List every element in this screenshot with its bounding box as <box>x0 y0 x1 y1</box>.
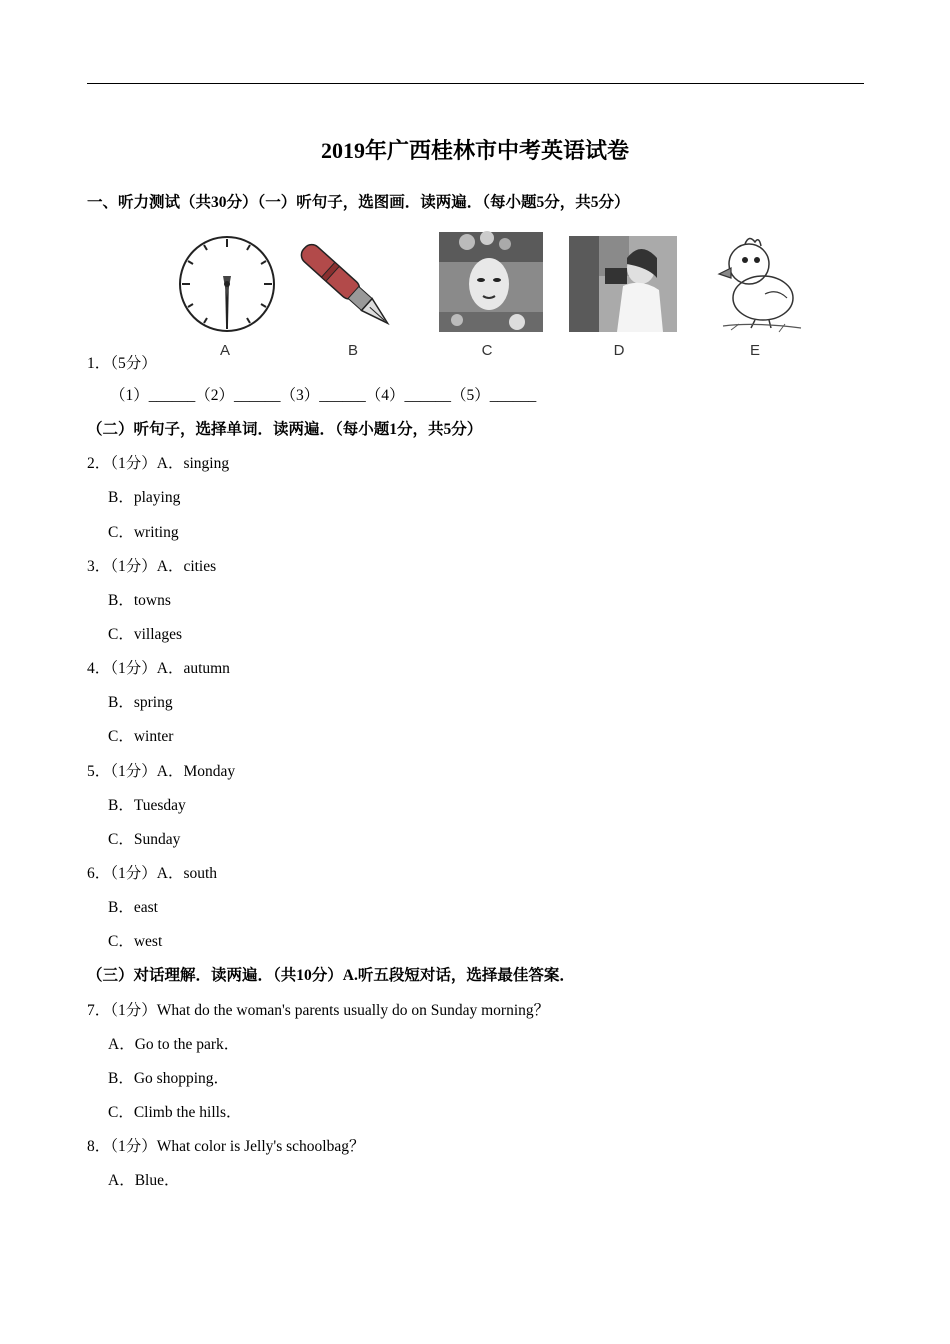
header-rule <box>87 83 864 84</box>
picture-label-e: E <box>749 342 760 359</box>
q3-option-c[interactable]: C．villages <box>108 626 183 643</box>
picture-b <box>293 228 413 368</box>
section1-heading: 一、听力测试（共30分）（一）听句子，选图画．读两遍．（每小题5分，共5分） <box>87 194 630 211</box>
q6-option-b[interactable]: B．east <box>108 899 158 916</box>
picture-label-d: D <box>613 342 625 359</box>
q3-option-b[interactable]: B．towns <box>108 592 171 609</box>
picture-row <box>165 228 815 368</box>
picture-c <box>427 228 547 368</box>
pen-icon <box>293 228 413 340</box>
picture-d <box>559 228 679 368</box>
page-title: 2019年广西桂林市中考英语试卷 <box>320 138 629 163</box>
picture-label-a: A <box>219 342 230 359</box>
q2-option-c[interactable]: C．writing <box>108 524 179 541</box>
picture-label-c: C <box>481 342 493 359</box>
q3-stem[interactable]: 3．（1分）A．cities <box>87 558 217 575</box>
section2-heading: （二）听句子，选择单词．读两遍．（每小题1分，共5分） <box>87 421 483 438</box>
picture-e <box>695 228 815 368</box>
q7-option-a[interactable]: A．Go to the park． <box>108 1036 240 1053</box>
q4-option-c[interactable]: C．winter <box>108 728 174 745</box>
q6-option-c[interactable]: C．west <box>108 933 163 950</box>
q5-option-c[interactable]: C．Sunday <box>108 831 181 848</box>
girl-photo <box>559 228 679 340</box>
q6-stem[interactable]: 6．（1分）A．south <box>87 865 218 882</box>
q8-stem: 8．（1分）What color is Jelly's schoolbag？ <box>87 1138 365 1155</box>
picture-a <box>165 228 285 368</box>
q7-stem: 7．（1分）What do the woman's parents usually do on Sunday morning？ <box>87 1002 550 1019</box>
q1-stem: 1．（5分） <box>87 355 157 372</box>
opera-face-photo <box>427 228 547 340</box>
q2-stem[interactable]: 2．（1分）A．singing <box>87 455 230 472</box>
q7-option-b[interactable]: B．Go shopping． <box>108 1070 229 1087</box>
q5-stem[interactable]: 5．（1分）A．Monday <box>87 763 236 780</box>
q4-option-b[interactable]: B．spring <box>108 694 173 711</box>
q7-option-c[interactable]: C．Climb the hills． <box>108 1104 242 1121</box>
q4-stem[interactable]: 4．（1分）A．autumn <box>87 660 230 677</box>
clock-icon <box>165 228 285 340</box>
q8-option-a[interactable]: A．Blue． <box>108 1172 180 1189</box>
section3-heading: （三）对话理解．读两遍．（共10分）A.听五段短对话，选择最佳答案． <box>87 967 575 984</box>
q5-option-b[interactable]: B．Tuesday <box>108 797 186 814</box>
q2-option-b[interactable]: B．playing <box>108 489 181 506</box>
chick-icon <box>695 228 815 340</box>
picture-label-b: B <box>347 342 358 359</box>
q1-answer-blanks[interactable]: （1）______（2）______（3）______（4）______（5）______ <box>110 387 537 404</box>
